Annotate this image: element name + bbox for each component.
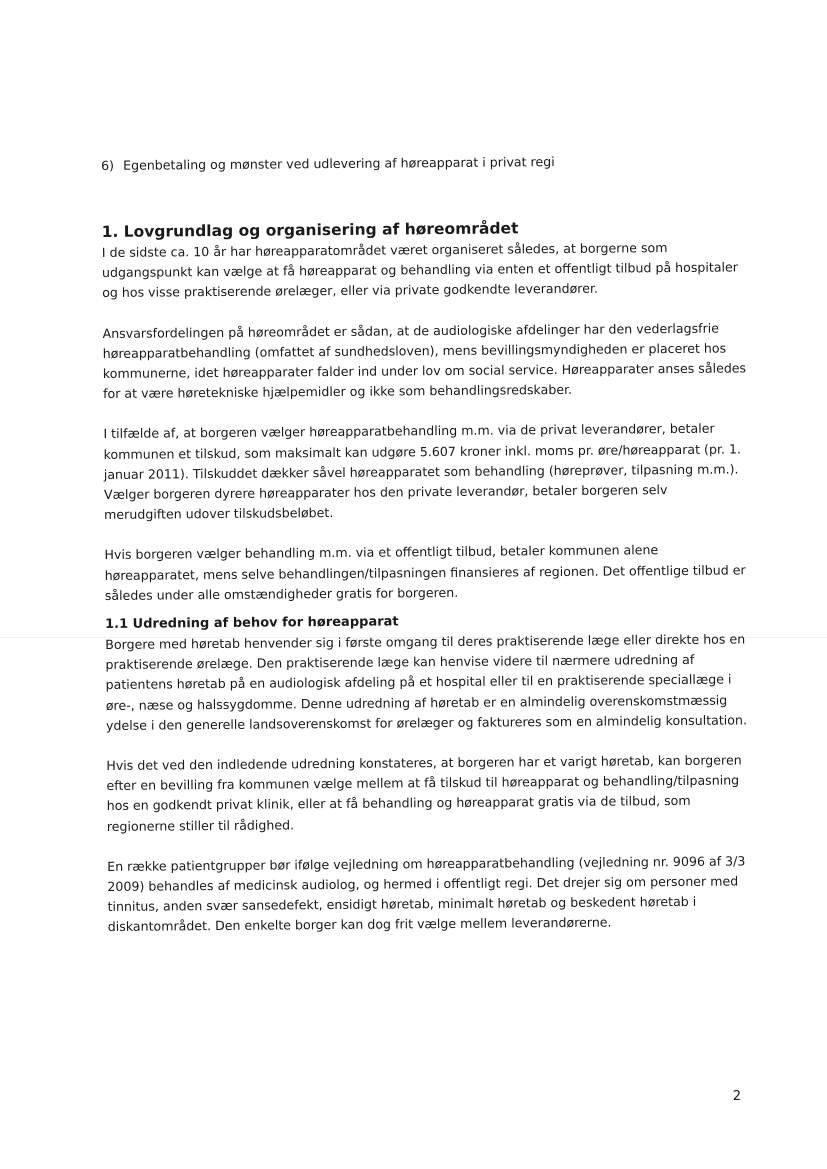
section-1-paragraph: Hvis borgeren vælger behandling m.m. via et offentligt tilbud, betaler kommunen alene høreapparatet, mens selve behandlingen/tilpasningen finansieres af regionen. Det offentlige tilbud er således under alle omstændigheder gratis for borgeren. — [104, 542, 746, 603]
section-1-1-paragraph: En række patientgrupper bør ifølge vejledning om høreapparatbehandling (vejledning nr. 9096 af 3/3 2009) behandles af medicinsk audiolog, og hermed i offentligt regi. Det drejer sig om personer med tinnitus, anden svær sansedefekt, ensidigt høretab, minimalt høretab og beskedent høretab i diskantområdet. Den enkelte borger kan dog frit vælge mellem leverandørerne. — [107, 853, 746, 935]
list-item — [101, 150, 746, 176]
section-1-heading: 1. Lovgrundlag og organisering af høreområdet — [101, 219, 519, 241]
section-1-paragraph: I de sidste ca. 10 år har høreapparatområdet været organiseret således, at borgerne som udgangspunkt kan vælge at få høreapparat og behandling via enten et offentligt tilbud på hospitaler og hos visse praktiserende ørelæger, eller via private godkendte leverandører. — [101, 240, 739, 301]
section-1-1-paragraph: Borgere med høretab henvender sig i første omgang til deres praktiserende læge eller direkte hos en praktiserende ørelæge. Den praktiserende læge kan henvise videre til nærmere udredning af patientens høretab på en audiologisk afdeling på et hospital eller til en praktiserende speciallæge i øre-, næse og halssygdomme. Denne udredning af høretab er en almindelig overenskomstmæssig ydelse i den generelle landsoverenskomst for ørelæger og faktureres som en almindelig konsultation. — [105, 631, 748, 733]
list-item-text: Egenbetaling og mønster ved udlevering af høreapparat i privat regi — [123, 154, 555, 173]
section-1-paragraph: Ansvarsfordelingen på høreområdet er sådan, at de audiologiske afdelinger har den vederlagsfrie høreapparatbehandling (omfattet af sundhedsloven), mens bevillingsmyndigheden er placeret hos kommunerne, idet høreapparater falder ind under lov om social service. Høreapparater anses således for at være høretekniske hjælpemidler og ikke som behandlingsredskaber. — [102, 320, 747, 402]
section-1-paragraph: I tilfælde af, at borgeren vælger høreapparatbehandling m.m. via de privat leverandører, betaler kommunen et tilskud, som maksimalt kan udgøre 5.607 kroner inkl. moms pr. øre/høreapparat (pr. 1. januar 2011). Tilskuddet dækker såvel høreapparatet som behandling (høreprøver, tilpasning m.m.). Vælger borgeren dyrere høreapparater hos den private leverandør, betaler borgeren selv merudgiften udover tilskudsbeløbet. — [103, 421, 742, 523]
section-1-1-paragraph: Hvis det ved den indledende udredning konstateres, at borgeren har et varigt høretab, kan borgeren efter en bevilling fra kommunen vælge mellem at få tilskud til høreapparat og behandling/tilpasning hos en godkendt privat klinik, eller at få behandling og høreapparat gratis via de tilbud, som regionerne stiller til rådighed. — [106, 752, 742, 834]
section-1-1-heading: 1.1 Udredning af behov for høreapparat — [105, 614, 399, 633]
page-number: 2 — [732, 1089, 741, 1104]
page-content — [101, 150, 753, 957]
list-item-number: 6) — [101, 157, 115, 173]
